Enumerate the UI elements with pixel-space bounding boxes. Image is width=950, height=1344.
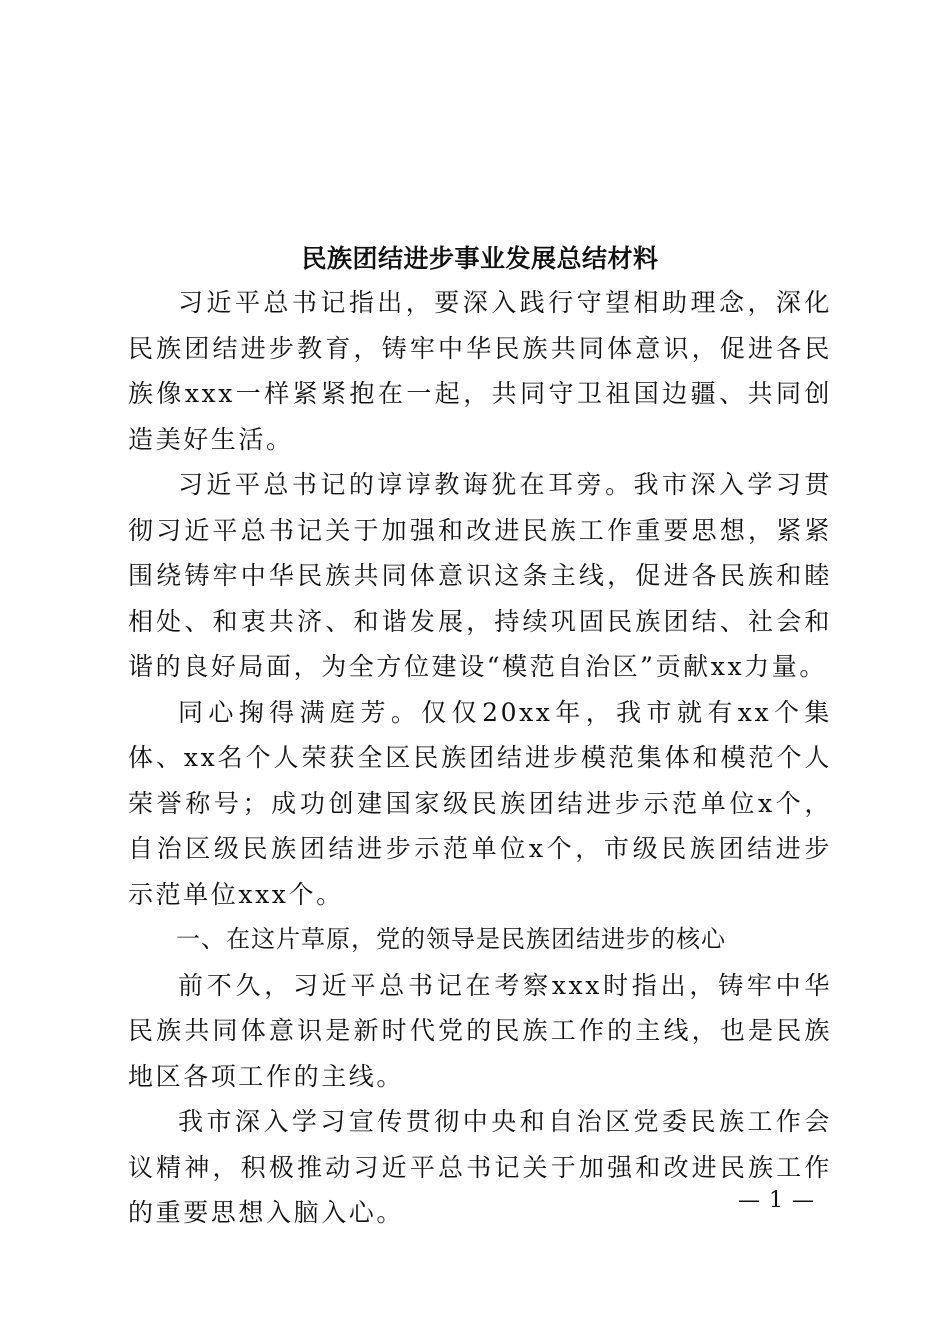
paragraph-intro: 习近平总书记指出，要深入践行守望相助理念，深化民族团结进步教育，铸牢中华民族共同体意识，促进各民族像xxx一样紧紧抱在一起，共同守卫祖国边疆、共同创造美好生活。 xyxy=(128,288,832,454)
document-body xyxy=(128,238,832,1236)
paragraph-achievements: 同心掬得满庭芳。仅仅20xx年，我市就有xx个集体、xx名个人荣获全区民族团结进步模范集体和模范个人荣誉称号；成功创建国家级民族团结进步示范单位x个，自治区级民族团结进步示范单位x个，市级民族团结进步示范单位xxx个。 xyxy=(128,697,832,909)
section-heading: 一、在这片草原，党的领导是民族团结进步的核心 xyxy=(176,925,726,953)
section-paragraph-inspection: 前不久，习近平总书记在考察xxx时指出，铸牢中华民族共同体意识是新时代党的民族工作的主线，也是民族地区各项工作的主线。 xyxy=(128,970,832,1091)
page-number: — 1 — xyxy=(738,1188,815,1213)
paragraph-teaching: 习近平总书记的谆谆教诲犹在耳旁。我市深入学习贯彻习近平总书记关于加强和改进民族工作重要思想，紧紧围绕铸牢中华民族共同体意识这条主线，促进各民族和睦相处、和衷共济、和谐发展，持续巩固民族团结、社会和谐的良好局面，为全方位建设“模范自治区”贡献xx力量。 xyxy=(128,470,832,681)
document-title: 民族团结进步事业发展总结材料 xyxy=(301,244,659,273)
section-paragraph-implementation: 我市深入学习宣传贯彻中央和自治区党委民族工作会议精神，积极推动习近平总书记关于加强和改进民族工作的重要思想入脑入心。 xyxy=(128,1107,832,1227)
